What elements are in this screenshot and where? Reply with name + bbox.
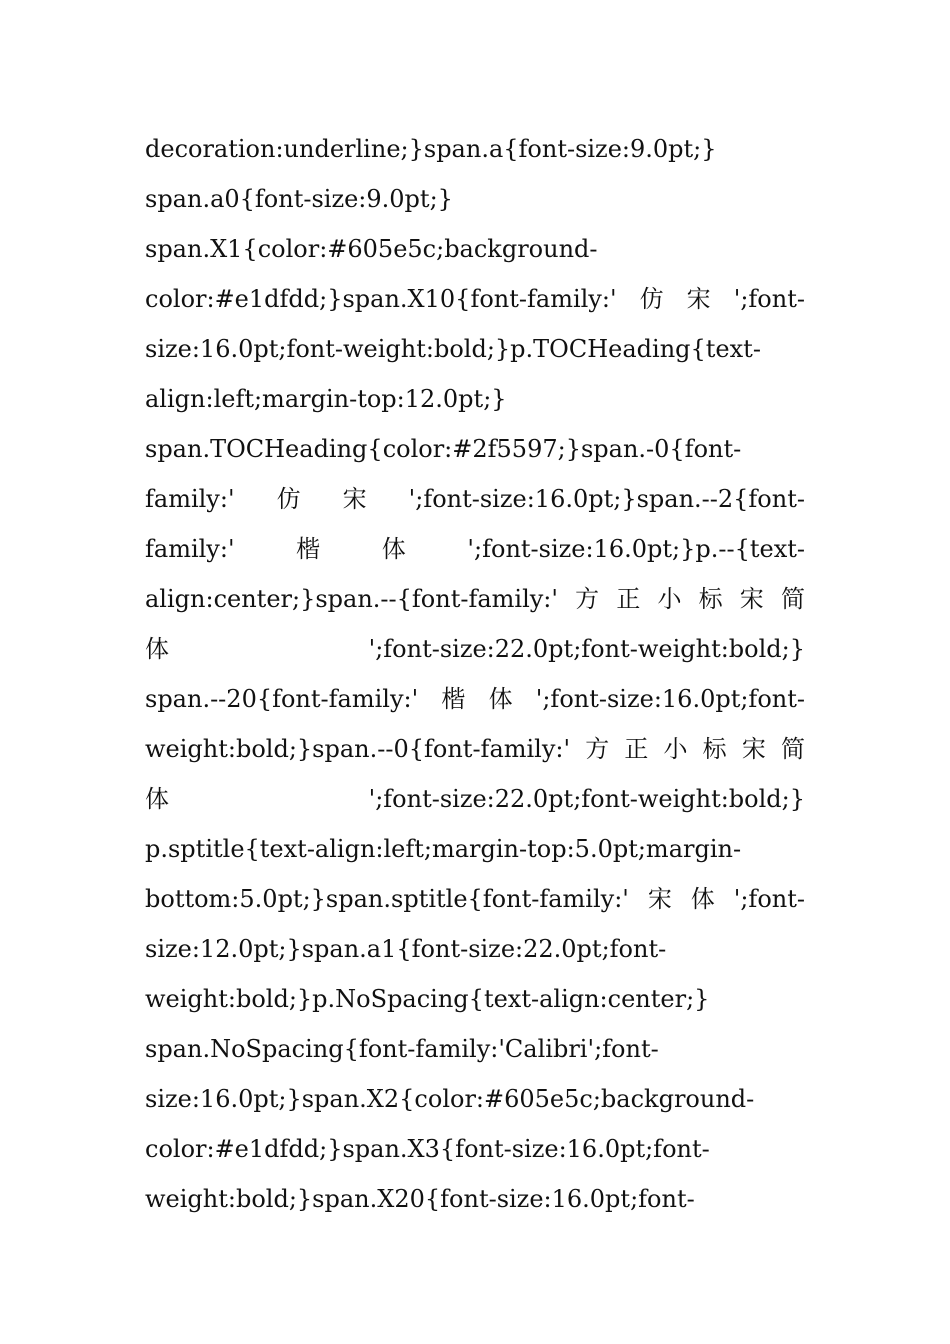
text-line: size:16.0pt;font-weight:bold;}p.TOCHeading{text- <box>145 335 761 363</box>
text-line: weight:bold;}span.X20{font-size:16.0pt;font- <box>145 1185 695 1213</box>
text-line: weight:bold;}p.NoSpacing{text-align:center;} <box>145 985 710 1013</box>
text-line: size:12.0pt;}span.a1{font-size:22.0pt;font- <box>145 935 667 963</box>
text-line: span.a0{font-size:9.0pt;} <box>145 185 453 213</box>
text-line: 体 ';font-size:22.0pt;font-weight:bold;} <box>145 785 805 813</box>
text-line: span.--20{font-family:' 楷 体 ';font-size:16.0pt;font- <box>145 685 805 713</box>
text-line: span.NoSpacing{font-family:'Calibri';font- <box>145 1035 659 1063</box>
text-line: align:center;}span.--{font-family:' 方 正 小 标 宋 简 <box>145 585 805 613</box>
text-line: decoration:underline;}span.a{font-size:9.0pt;} <box>145 135 717 163</box>
text-line: align:left;margin-top:12.0pt;} <box>145 385 507 413</box>
text-line: span.TOCHeading{color:#2f5597;}span.-0{font- <box>145 435 742 463</box>
text-line: bottom:5.0pt;}span.sptitle{font-family:' 宋 体 ';font- <box>145 885 805 913</box>
text-line: span.X1{color:#605e5c;background- <box>145 235 598 263</box>
text-line: color:#e1dfdd;}span.X10{font-family:' 仿 宋 ';font- <box>145 285 805 313</box>
text-line: family:' 楷 体 ';font-size:16.0pt;}p.--{text- <box>145 535 805 563</box>
text-line: size:16.0pt;}span.X2{color:#605e5c;background- <box>145 1085 755 1113</box>
text-line: 体 ';font-size:22.0pt;font-weight:bold;} <box>145 635 805 663</box>
text-line: p.sptitle{text-align:left;margin-top:5.0pt;margin- <box>145 835 742 863</box>
text-line: weight:bold;}span.--0{font-family:' 方 正 小 标 宋 简 <box>145 735 805 763</box>
text-line: family:' 仿 宋 ';font-size:16.0pt;}span.--2{font- <box>145 485 805 513</box>
text-line: color:#e1dfdd;}span.X3{font-size:16.0pt;font- <box>145 1135 710 1163</box>
